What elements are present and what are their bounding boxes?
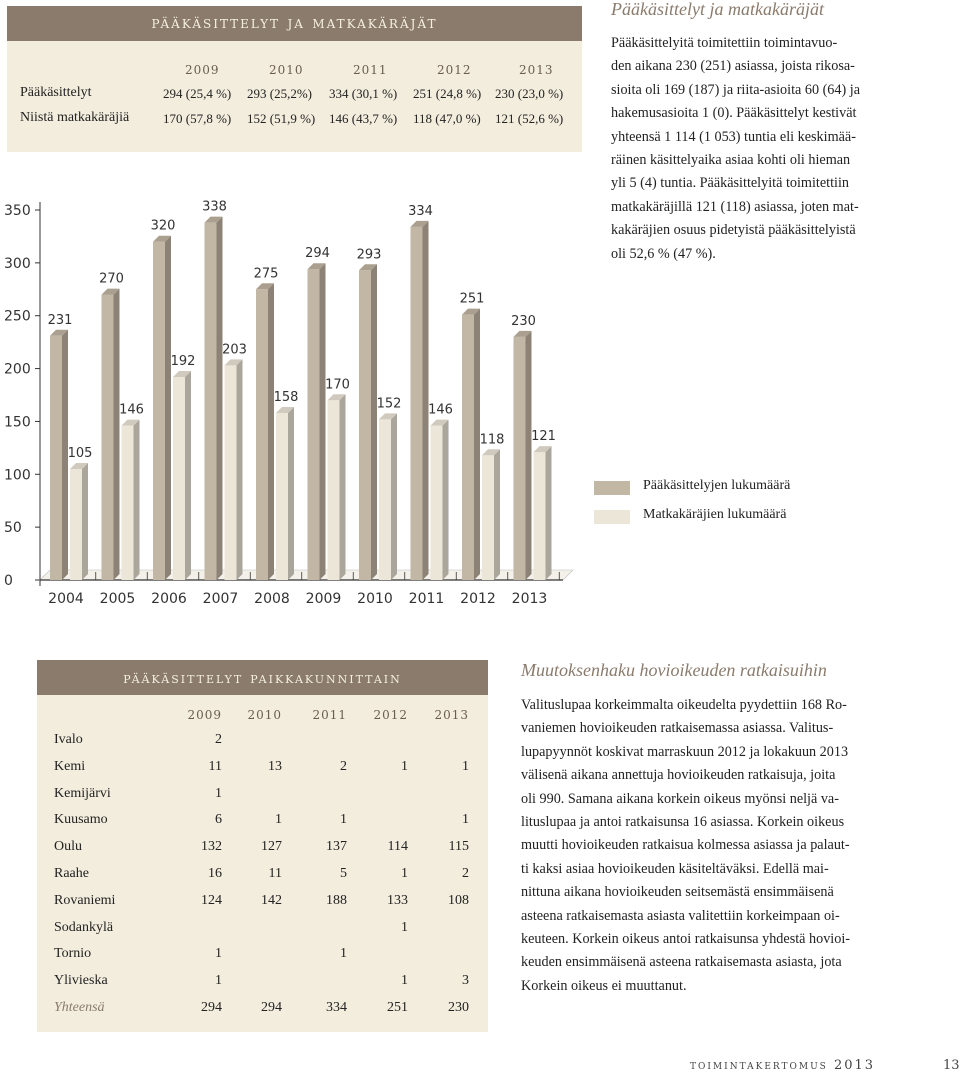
data-label: 338	[202, 199, 227, 215]
data-label: 152	[376, 396, 402, 412]
x-tick-label: 2007	[202, 591, 239, 607]
table-cell: 1	[215, 973, 222, 989]
y-tick-label: 200	[4, 361, 31, 378]
table-cell: 1	[340, 946, 347, 962]
table-cell: 124	[201, 892, 222, 908]
y-tick-label: 100	[4, 467, 31, 484]
data-label: 293	[356, 247, 382, 263]
x-tick-label: 2008	[254, 591, 290, 607]
data-label: 105	[67, 446, 93, 461]
data-label: 146	[428, 402, 453, 418]
table-cell: 1	[340, 812, 347, 828]
x-tick-label: 2012	[460, 591, 496, 607]
table-cell: 251 (24,8 %)	[413, 86, 482, 101]
bar	[122, 426, 134, 580]
bar-side	[134, 420, 140, 580]
table-cell: 1	[401, 919, 408, 935]
bar-side	[268, 283, 274, 580]
table-cell: 1	[275, 812, 282, 828]
x-tick-label: 2011	[408, 591, 445, 607]
locations-table	[37, 660, 488, 1032]
total-row-label: Yhteensä	[54, 1000, 105, 1015]
location-label: Ivalo	[54, 732, 83, 747]
bar	[359, 270, 371, 580]
row-label: Pääkäsittelyt	[20, 85, 92, 100]
bar	[102, 295, 114, 580]
bar-side	[443, 420, 449, 580]
body-paragraph	[521, 694, 850, 998]
text-line: Pääkäsittelyitä toimitettiin toimintavuo-	[611, 35, 838, 51]
table-cell: 188	[326, 892, 347, 908]
table-cell: 118 (47,0 %)	[413, 111, 481, 126]
text-line: sioita oli 169 (187) ja riita-asioita 60 (64) ja	[611, 81, 861, 98]
text-line: nittuna aikana hovioikeuden seitsemästä ensimmäisenä	[521, 884, 834, 901]
table-cell: 11	[268, 866, 282, 881]
x-tick-label: 2005	[99, 591, 136, 607]
x-tick-label: 2006	[151, 591, 187, 607]
location-label: Kemijärvi	[54, 785, 111, 801]
bar	[431, 426, 443, 580]
table-cell: 6	[215, 812, 222, 828]
year-header: 2010	[247, 708, 282, 722]
bar	[308, 269, 320, 580]
text-line: kakäräjien osuus pidetyistä pääkäsittelyistä	[611, 222, 856, 239]
legend-label: Matkakäräjien lukumäärä	[643, 507, 787, 522]
summary-table-title: pääkäsittelyt ja matkakäräjät	[7, 6, 582, 41]
data-label: 118	[479, 432, 505, 448]
year-header: 2013	[434, 708, 469, 722]
y-tick-label: 250	[4, 308, 31, 325]
x-tick-label: 2009	[305, 591, 342, 607]
y-tick-label: 300	[4, 255, 31, 272]
location-label: Kemi	[54, 758, 86, 774]
total-cell: 294	[201, 1000, 222, 1015]
data-label: 231	[47, 312, 73, 328]
total-cell: 230	[448, 1000, 469, 1015]
table-cell: 16	[208, 866, 222, 881]
bar	[276, 413, 288, 580]
table-cell: 5	[340, 866, 347, 881]
text-line: lituslupaa ja antoi ratkaisunsa 16 asiassa. Korkein oikeus	[521, 814, 845, 831]
year-header: 2012	[437, 63, 472, 77]
location-label: Raahe	[54, 866, 89, 881]
bar-side	[526, 331, 532, 580]
bar-side	[237, 359, 243, 580]
bar	[225, 365, 237, 580]
location-label: Oulu	[54, 839, 82, 855]
year-header: 2013	[519, 63, 554, 77]
x-tick-label: 2010	[357, 591, 393, 607]
table-cell: 1	[462, 812, 469, 828]
data-label: 158	[273, 389, 299, 405]
table-cell: 294 (25,4 %)	[163, 86, 232, 101]
year-header: 2011	[312, 708, 347, 722]
text-line: Valituslupaa korkeimmalta oikeudelta pyydettiin 168 Ro-	[521, 697, 847, 713]
bar-side	[165, 236, 171, 580]
table-cell: 1	[401, 866, 408, 881]
text-line: ti kaksi asiaa hovioikeuden käsiteltäväksi. Edellä mai-	[521, 860, 829, 877]
bar	[173, 377, 185, 580]
data-label: 270	[99, 271, 124, 287]
table-cell: 142	[261, 892, 282, 908]
table-cell: 3	[462, 973, 469, 989]
text-line: yli 5 (4) tuntia. Pääkäsittelyitä toimitettiin	[611, 175, 849, 192]
table-cell: 334 (30,1 %)	[329, 86, 398, 101]
summary-table	[7, 6, 582, 152]
bar	[205, 223, 217, 580]
total-cell: 294	[261, 1000, 282, 1015]
total-cell: 334	[326, 1000, 347, 1015]
bar	[482, 455, 494, 580]
table-cell: 127	[261, 839, 282, 855]
text-line: vaniemen hovioikeuden ratkaisemassa asiassa. Valitus-	[521, 720, 834, 737]
table-cell: 132	[201, 839, 222, 855]
text-line: yhteensä 1 114 (1 053) tuntia eli keskimää-	[611, 128, 856, 145]
table-cell: 11	[208, 758, 222, 774]
legend-label: Pääkäsittelyjen lukumäärä	[643, 478, 791, 493]
year-header: 2010	[269, 63, 304, 77]
footer-title: toimintakertomus 2013	[690, 1058, 876, 1073]
data-label: 230	[511, 313, 536, 329]
data-label: 203	[222, 342, 247, 358]
table-cell: 1	[401, 973, 408, 989]
total-cell: 251	[387, 1000, 408, 1015]
bar-side	[494, 449, 500, 580]
data-label: 121	[531, 429, 556, 445]
y-tick-label: 0	[4, 573, 13, 589]
bar-side	[185, 371, 191, 580]
table-cell: 2	[215, 732, 222, 747]
bar-side	[320, 263, 326, 580]
bar	[534, 452, 546, 580]
y-tick-label: 150	[4, 414, 31, 431]
table-cell: 137	[326, 839, 347, 855]
body-paragraph	[611, 32, 860, 266]
location-label: Tornio	[54, 946, 92, 962]
data-label: 320	[150, 218, 176, 234]
table-cell: 230 (23,0 %)	[495, 86, 564, 101]
text-line: keuteen. Korkein oikeus antoi ratkaisunsa yhdestä hovioi-	[521, 931, 850, 948]
text-line: matkakäräjillä 121 (118) asiassa, joten mat-	[611, 198, 859, 215]
year-header: 2012	[373, 708, 408, 722]
text-line: Korkein oikeus ei muuttanut.	[521, 977, 687, 994]
table-cell: 2	[462, 866, 469, 881]
table-cell: 1	[401, 758, 408, 774]
x-tick-label: 2004	[48, 591, 84, 607]
location-label: Sodankylä	[54, 919, 114, 935]
text-line: asteena ratkaisemasta asiasta valitettiin korkeimpaan oi-	[521, 907, 840, 924]
bar	[153, 242, 165, 580]
bar-side	[288, 407, 294, 580]
data-label: 192	[170, 354, 196, 370]
table-cell: 293 (25,2%)	[247, 86, 312, 101]
text-line: välisenä aikana annettuja hovioikeuden ratkaisuja, joita	[521, 767, 836, 784]
x-tick-label: 2013	[511, 591, 548, 607]
bar	[514, 337, 526, 580]
table-cell: 152 (51,9 %)	[247, 111, 316, 126]
bar-side	[340, 394, 346, 580]
location-label: Rovaniemi	[54, 892, 116, 908]
data-label: 146	[119, 402, 144, 418]
section-title: Muutoksenhaku hovioikeuden ratkaisuihin	[521, 660, 827, 680]
table-cell: 121 (52,6 %)	[495, 111, 564, 126]
table-cell: 1	[215, 785, 222, 801]
table-cell: 170 (57,8 %)	[163, 111, 232, 126]
text-line: räinen käsittelyaika asiaa kohti oli hieman	[611, 152, 851, 169]
year-header: 2009	[187, 708, 222, 722]
table-cell: 114	[387, 839, 408, 855]
location-label: Kuusamo	[54, 812, 108, 828]
location-label: Ylivieska	[54, 973, 108, 989]
bar-side	[423, 221, 429, 580]
table-cell: 146 (43,7 %)	[329, 111, 398, 126]
page-number: 13	[943, 1058, 960, 1073]
legend-swatch-circuit	[594, 510, 630, 524]
text-line: muutti hovioikeuden ratkaisua kolmessa asiassa ja palaut-	[521, 837, 850, 854]
data-label: 294	[305, 246, 330, 262]
bar	[379, 419, 391, 580]
bar	[50, 336, 62, 580]
bar-side	[371, 264, 377, 580]
bar-side	[391, 413, 397, 580]
bar-side	[114, 289, 120, 580]
bar-side	[546, 446, 552, 580]
year-header: 2009	[185, 63, 220, 77]
table-cell: 2	[340, 758, 347, 774]
data-label: 334	[408, 203, 433, 219]
data-label: 170	[325, 377, 350, 393]
bar	[462, 315, 474, 580]
table-cell: 115	[448, 839, 469, 855]
table-cell: 13	[268, 758, 282, 774]
bar	[70, 469, 82, 580]
y-tick-label: 50	[4, 520, 22, 537]
text-line: oli 52,6 % (47 %).	[611, 245, 716, 262]
bar	[328, 400, 340, 580]
bar-chart	[0, 190, 600, 620]
bar-side	[217, 217, 223, 580]
data-label: 251	[459, 291, 485, 307]
text-line: lupapyynnöt koskivat marraskuun 2012 ja lokakuun 2013	[521, 743, 849, 760]
table-cell: 1	[215, 946, 222, 962]
section-title: Pääkäsittelyt ja matkakäräjät	[611, 0, 824, 19]
text-line: den aikana 230 (251) asiassa, joista rikosa-	[611, 58, 855, 75]
bar	[411, 227, 423, 580]
year-header: 2011	[353, 63, 388, 77]
table-cell: 133	[387, 892, 408, 908]
bar-side	[82, 463, 88, 580]
text-line: hakemusasioita 1 (0). Pääkäsittelyt kestivät	[611, 105, 857, 122]
legend-swatch-main	[594, 481, 630, 495]
table-cell: 1	[462, 758, 469, 774]
text-line: oli 990. Samana aikana korkein oikeus myönsi neljä va-	[521, 790, 839, 807]
row-label: Niistä matkakäräjiä	[20, 110, 130, 125]
locations-table-title: pääkäsittelyt paikkakunnittain	[37, 660, 488, 695]
bar	[256, 289, 268, 580]
data-label: 275	[253, 266, 279, 282]
y-tick-label: 350	[4, 203, 31, 219]
text-line: keuden ensimmäisenä asteena ratkaisemasta asiasta, jota	[521, 954, 842, 971]
table-cell: 108	[448, 892, 469, 908]
